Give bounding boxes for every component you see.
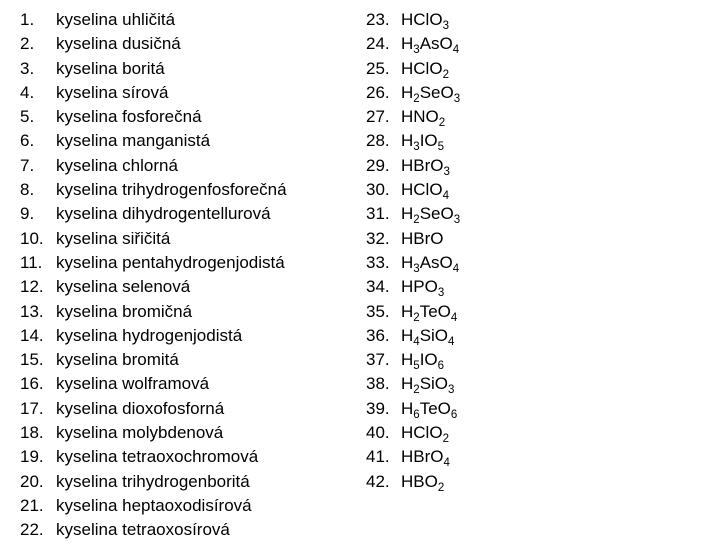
formula-text: HClO [401, 423, 443, 443]
formula-text: HBrO [401, 155, 444, 175]
formula-text: H [401, 301, 414, 321]
item-number: 39. [366, 398, 390, 418]
item-number: 21. [20, 495, 44, 515]
chemical-formula [401, 348, 444, 372]
item-number: 22. [20, 520, 44, 540]
formula-subscript: 4 [452, 262, 460, 275]
formula-subscript: 2 [413, 214, 420, 227]
chemical-formula [401, 445, 450, 469]
formula-text: HPO [401, 277, 438, 297]
formula-text: HBrO [401, 447, 444, 467]
formula-subscript: 2 [442, 433, 449, 446]
list-item [20, 397, 360, 421]
acid-name: kyselina selenová [56, 277, 191, 297]
formula-subscript: 2 [442, 68, 449, 81]
acid-name: kyselina heptaoxodisírová [56, 495, 252, 515]
formula-subscript: 4 [413, 335, 420, 348]
item-number: 14. [20, 325, 44, 345]
formula-subscript: 2 [413, 311, 420, 324]
formula-subscript: 2 [438, 117, 446, 130]
formula-text: HBO [401, 471, 438, 491]
list-item [366, 470, 706, 494]
chemical-formula [401, 421, 449, 445]
acid-name: kyselina siřičitá [56, 228, 171, 248]
item-number: 5. [20, 107, 35, 127]
list-item [366, 397, 706, 421]
chemical-formula [401, 275, 444, 299]
acid-formulas-list [366, 8, 706, 494]
item-number: 3. [20, 58, 35, 78]
acid-name: kyselina trihydrogenboritá [56, 471, 250, 491]
formula-text: H [401, 374, 414, 394]
list-item [20, 227, 360, 251]
acid-name: kyselina molybdenová [56, 423, 224, 443]
item-number: 7. [20, 155, 35, 175]
formula-text: SeO [419, 82, 454, 102]
formula-subscript: 3 [453, 214, 461, 227]
list-item [20, 154, 360, 178]
item-number: 36. [366, 325, 390, 345]
formula-text: HClO [401, 10, 443, 29]
chemical-formula [401, 105, 445, 129]
formula-subscript: 2 [437, 481, 445, 494]
item-number: 41. [366, 447, 390, 467]
list-item [20, 494, 360, 518]
list-item [366, 348, 706, 372]
item-number: 11. [20, 252, 43, 272]
item-number: 23. [366, 10, 390, 29]
item-number: 32. [366, 228, 390, 248]
formula-text: H [401, 350, 414, 370]
formula-text: SiO [419, 374, 449, 394]
acid-name: kyselina trihydrogenfosforečná [56, 180, 287, 200]
list-item [366, 57, 706, 81]
item-number: 27. [366, 107, 390, 127]
acid-name: kyselina dusičná [56, 34, 181, 54]
acid-name: kyselina uhličitá [56, 10, 176, 29]
formula-subscript: 4 [443, 457, 450, 470]
list-item [20, 421, 360, 445]
chemical-formula [401, 178, 449, 202]
acid-names-list [20, 8, 360, 543]
formula-subscript: 6 [437, 360, 445, 373]
item-number: 20. [20, 471, 44, 491]
formula-text: TeO [419, 301, 451, 321]
formula-text: SiO [419, 325, 449, 345]
formula-subscript: 6 [450, 408, 458, 421]
list-item [20, 251, 360, 275]
formula-text: IO [419, 131, 438, 151]
list-item [366, 227, 706, 251]
item-number: 28. [366, 131, 390, 151]
list-item [366, 154, 706, 178]
formula-subscript: 3 [448, 384, 455, 397]
acid-name: kyselina dioxofosforná [56, 398, 225, 418]
acid-name: kyselina wolframová [56, 374, 210, 394]
chemical-formula [401, 251, 459, 275]
formula-subscript: 4 [452, 44, 460, 57]
formula-subscript: 3 [442, 20, 449, 32]
acid-name: kyselina manganistá [56, 131, 211, 151]
acid-name: kyselina boritá [56, 58, 165, 78]
formula-subscript: 2 [413, 92, 420, 105]
acid-name: kyselina hydrogenjodistá [56, 325, 243, 345]
item-number: 2. [20, 34, 35, 54]
item-number: 13. [20, 301, 44, 321]
list-item [20, 202, 360, 226]
item-number: 31. [366, 204, 390, 224]
item-number: 35. [366, 301, 390, 321]
list-item [366, 445, 706, 469]
chemical-formula [401, 202, 460, 226]
chemical-formula [401, 372, 454, 396]
formula-subscript: 4 [442, 190, 449, 203]
acid-name: kyselina bromičná [56, 301, 193, 321]
list-item [20, 348, 360, 372]
list-item [20, 8, 360, 32]
item-number: 1. [20, 10, 35, 29]
formula-subscript: 4 [448, 335, 455, 348]
item-number: 42. [366, 471, 390, 491]
formula-text: IO [419, 350, 438, 370]
formula-text: TeO [419, 398, 451, 418]
item-number: 6. [20, 131, 35, 151]
list-item [20, 518, 360, 542]
formula-text: H [401, 325, 414, 345]
list-item [366, 105, 706, 129]
acid-name: kyselina fosforečná [56, 107, 202, 127]
formula-text: H [401, 204, 414, 224]
formula-text: AsO [419, 34, 453, 54]
list-item [20, 324, 360, 348]
list-item [20, 81, 360, 105]
list-item [366, 251, 706, 275]
list-item [366, 8, 706, 32]
formula-subscript: 4 [450, 311, 458, 324]
formula-subscript: 3 [413, 262, 420, 275]
chemical-formula [401, 470, 444, 494]
list-item [20, 470, 360, 494]
formula-text: HNO [401, 107, 439, 127]
list-item [20, 275, 360, 299]
acid-name: kyselina tetraoxosírová [56, 520, 230, 540]
list-item [366, 32, 706, 56]
chemical-formula [401, 57, 449, 81]
chemical-formula [401, 300, 457, 324]
formula-subscript: 2 [413, 384, 420, 397]
list-item [366, 178, 706, 202]
formula-subscript: 3 [413, 141, 420, 154]
list-item [20, 372, 360, 396]
formula-subscript: 5 [437, 141, 445, 154]
item-number: 30. [366, 180, 390, 200]
formula-text: H [401, 34, 414, 54]
item-number: 18. [20, 423, 44, 443]
list-item [366, 81, 706, 105]
acid-name: kyselina sírová [56, 82, 169, 102]
acid-name: kyselina tetraoxochromová [56, 447, 259, 467]
chemical-formula [401, 227, 444, 251]
formula-text: H [401, 252, 414, 272]
acid-name: kyselina dihydrogentellurová [56, 204, 271, 224]
list-item [366, 300, 706, 324]
item-number: 37. [366, 350, 390, 370]
item-number: 33. [366, 252, 390, 272]
item-number: 26. [366, 82, 390, 102]
item-number: 15. [20, 350, 44, 370]
acid-name: kyselina chlorná [56, 155, 178, 175]
formula-text: H [401, 131, 414, 151]
formula-text: AsO [419, 252, 453, 272]
list-item [20, 57, 360, 81]
item-number: 24. [366, 34, 390, 54]
list-item [366, 372, 706, 396]
formula-subscript: 3 [443, 165, 450, 178]
chemical-formula [401, 129, 444, 153]
chemical-formula [401, 32, 459, 56]
list-item [20, 300, 360, 324]
formula-text: HClO [401, 58, 443, 78]
item-number: 16. [20, 374, 44, 394]
item-number: 34. [366, 277, 390, 297]
chemical-formula [401, 397, 457, 421]
formula-text: HBrO [401, 228, 444, 248]
item-number: 8. [20, 180, 35, 200]
list-item [366, 129, 706, 153]
formula-subscript: 6 [413, 408, 420, 421]
list-item [20, 32, 360, 56]
formula-text: H [401, 398, 414, 418]
acid-name: kyselina bromitá [56, 350, 179, 370]
list-item [20, 445, 360, 469]
list-item [366, 421, 706, 445]
item-number: 38. [366, 374, 390, 394]
item-number: 4. [20, 82, 35, 102]
formula-subscript: 3 [413, 44, 420, 57]
list-item [20, 105, 360, 129]
chemical-formula [401, 324, 454, 348]
list-item [366, 202, 706, 226]
item-number: 17. [20, 398, 44, 418]
item-number: 29. [366, 155, 390, 175]
list-item [20, 129, 360, 153]
chemical-formula [401, 154, 450, 178]
formula-text: HClO [401, 180, 443, 200]
item-number: 19. [20, 447, 44, 467]
formula-text: H [401, 82, 414, 102]
list-item [366, 275, 706, 299]
list-item [20, 178, 360, 202]
acid-name: kyselina pentahydrogenjodistá [56, 252, 285, 272]
formula-subscript: 3 [437, 287, 445, 300]
formula-text: SeO [419, 204, 454, 224]
item-number: 9. [20, 204, 35, 224]
item-number: 25. [366, 58, 390, 78]
item-number: 12. [20, 277, 44, 297]
list-item [366, 324, 706, 348]
item-number: 10. [20, 228, 44, 248]
item-number: 40. [366, 423, 390, 443]
chemical-formula [401, 81, 460, 105]
chemical-formula [401, 8, 449, 32]
formula-subscript: 3 [453, 92, 461, 105]
formula-subscript: 5 [413, 360, 420, 373]
